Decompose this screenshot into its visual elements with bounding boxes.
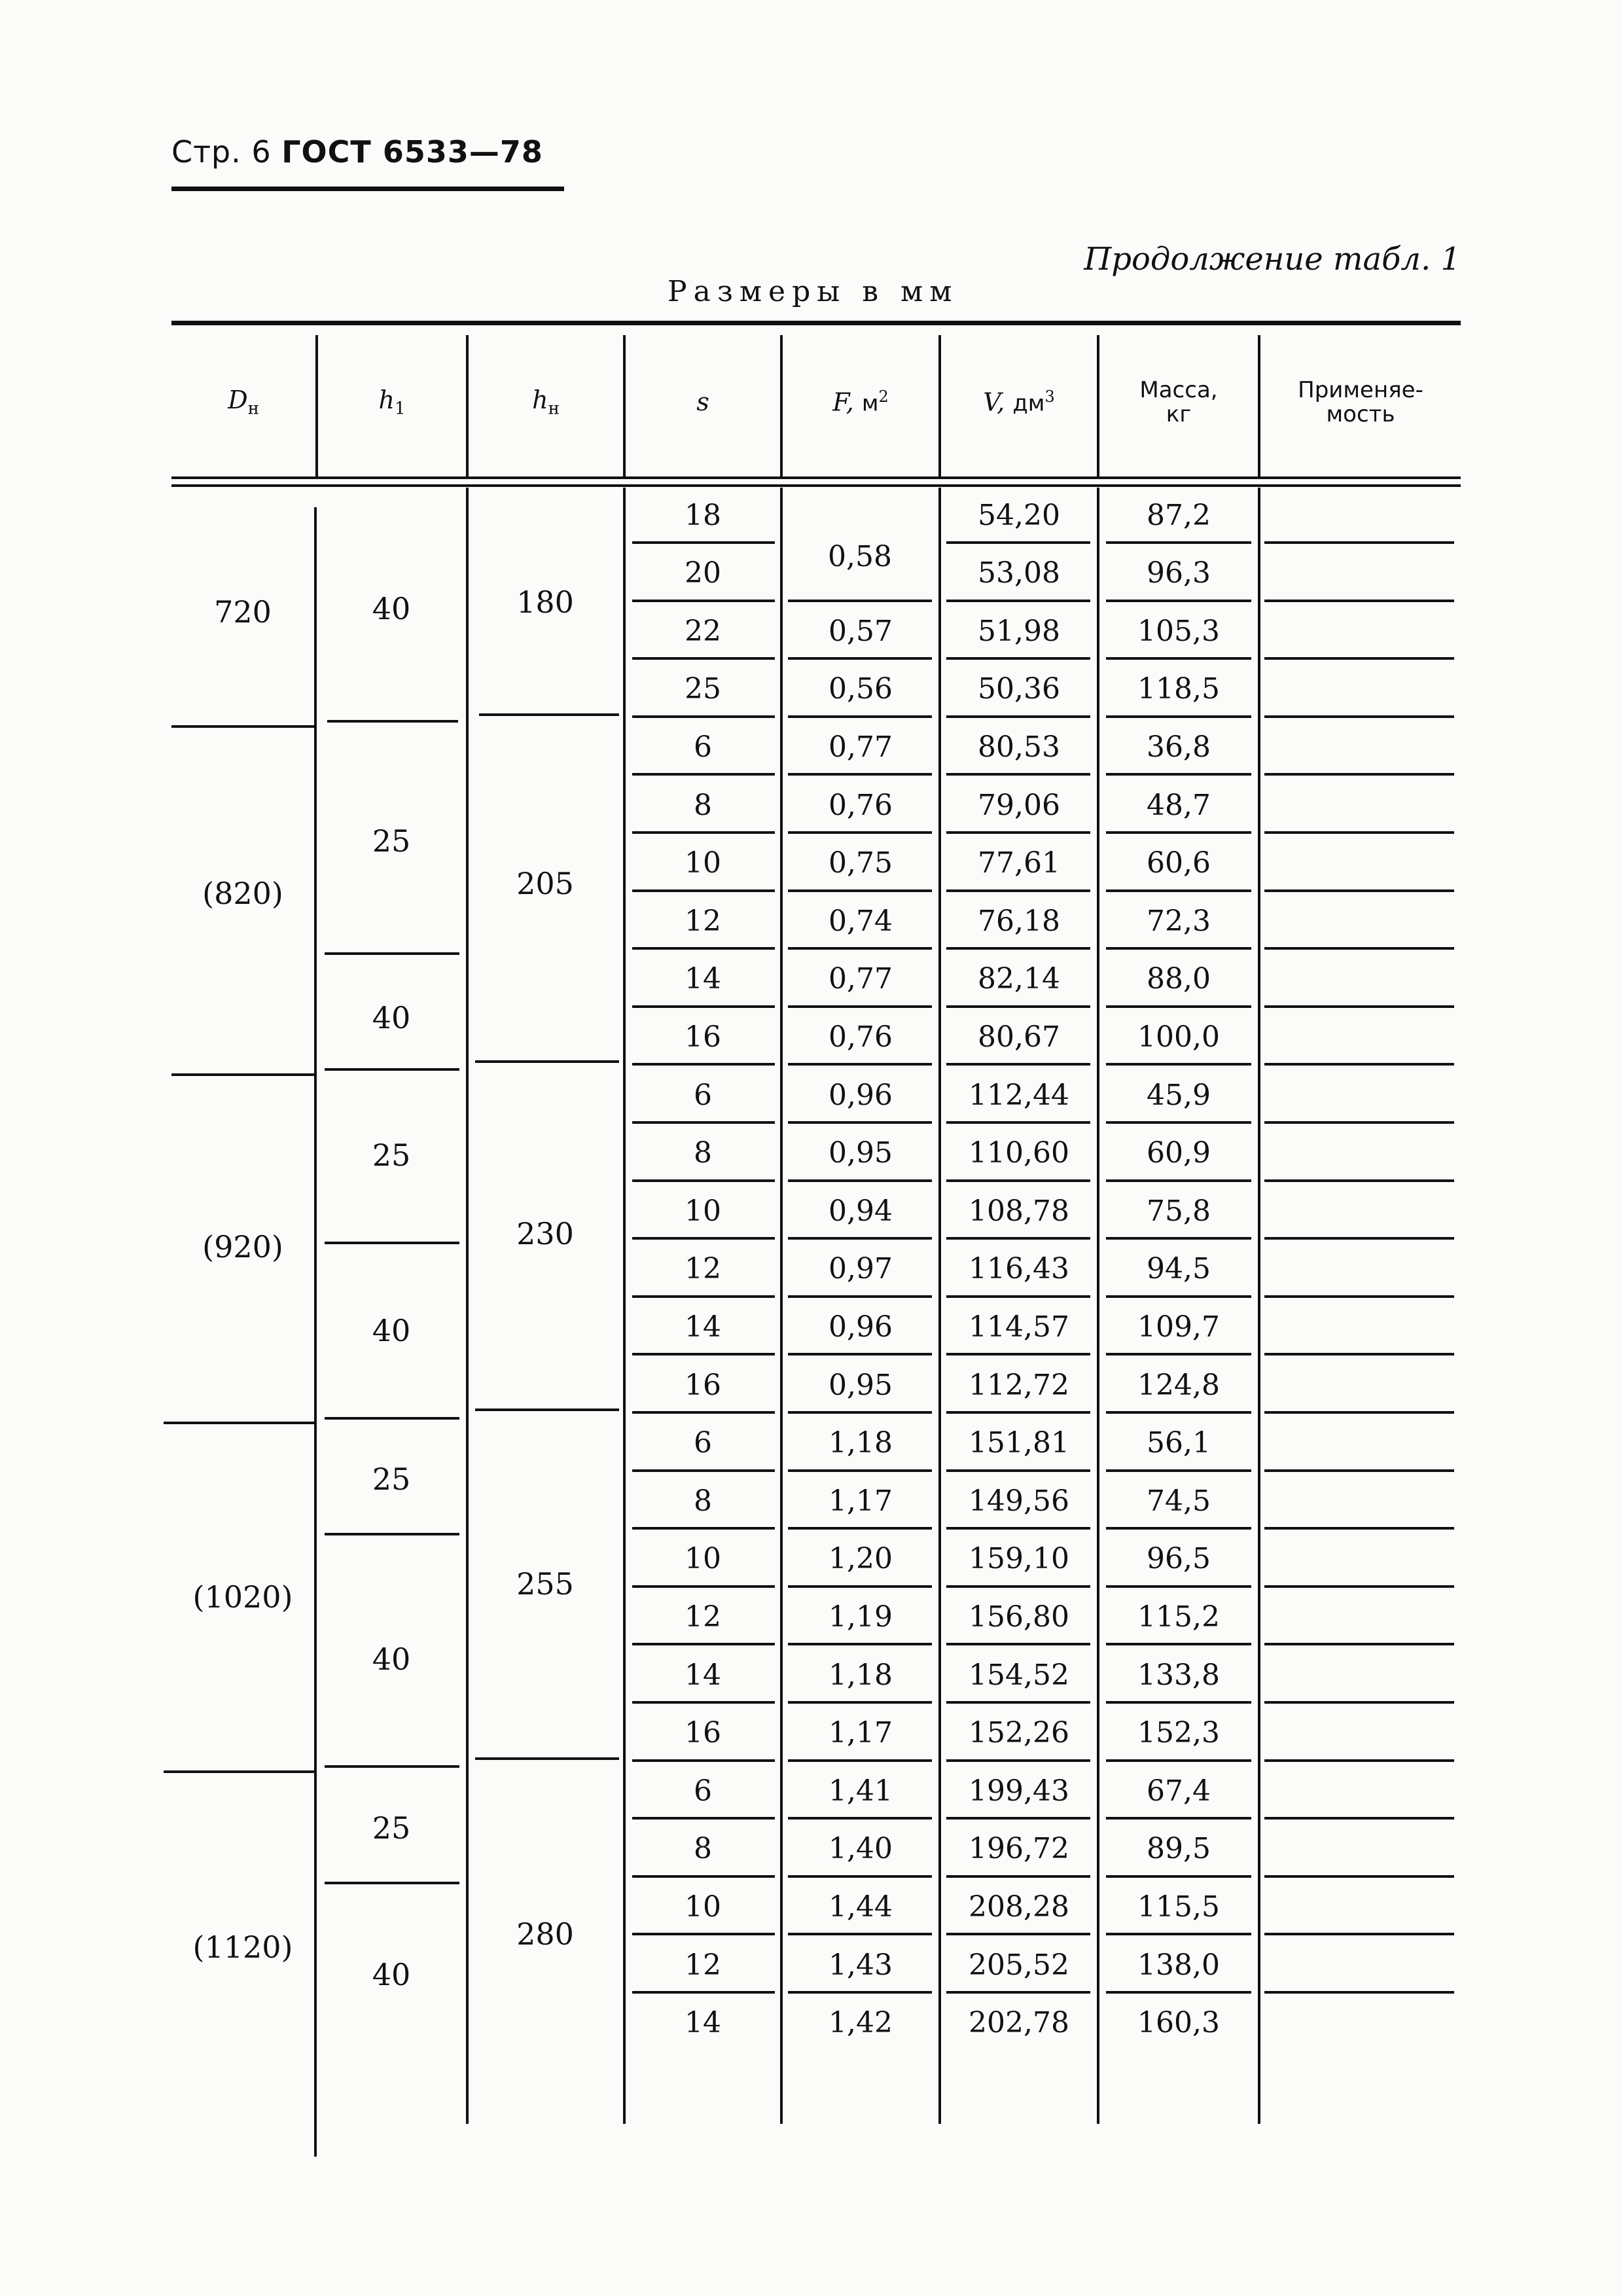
column-divider xyxy=(623,335,626,479)
row-rule xyxy=(946,947,1090,950)
row-rule xyxy=(1106,1121,1251,1124)
cell-v: 80,53 xyxy=(978,730,1060,764)
cell-f: 1,17 xyxy=(829,1484,893,1518)
row-rule xyxy=(946,1527,1090,1530)
row-rule xyxy=(1264,1991,1454,1994)
row-rule xyxy=(788,1875,932,1878)
group-separator xyxy=(325,1242,459,1244)
cell-f: 1,18 xyxy=(829,1426,893,1460)
group-separator xyxy=(325,1417,459,1420)
cell-m: 105,3 xyxy=(1137,614,1220,648)
row-rule xyxy=(946,541,1090,544)
group-separator xyxy=(475,1060,619,1063)
cell-f: 0,96 xyxy=(829,1310,893,1344)
cell-f: 0,74 xyxy=(829,904,893,938)
row-rule xyxy=(788,1353,932,1355)
cell-m: 36,8 xyxy=(1147,730,1211,764)
cell-v: 156,80 xyxy=(969,1600,1069,1634)
row-rule xyxy=(1264,947,1454,950)
column-divider xyxy=(466,488,469,2124)
hn-value: 205 xyxy=(516,866,574,901)
col-header-applicability: Применяе- мость xyxy=(1298,376,1423,427)
row-rule xyxy=(1264,773,1454,776)
cell-m: 60,6 xyxy=(1147,846,1211,880)
row-rule xyxy=(632,1179,775,1182)
row-rule xyxy=(788,715,932,718)
row-rule xyxy=(946,1991,1090,1994)
cell-s: 18 xyxy=(685,498,721,532)
row-rule xyxy=(788,1005,932,1008)
cell-s: 22 xyxy=(685,614,721,648)
row-rule xyxy=(1264,1469,1454,1472)
row-rule xyxy=(632,1527,775,1530)
column-divider xyxy=(315,335,318,479)
row-rule xyxy=(1106,1701,1251,1704)
cell-s: 16 xyxy=(685,1716,721,1750)
standard-code: ГОСТ 6533—78 xyxy=(281,134,543,170)
page-number: Стр. 6 xyxy=(171,134,272,170)
cell-f: 0,97 xyxy=(829,1252,893,1286)
cell-s: 25 xyxy=(685,672,721,706)
cell-s: 14 xyxy=(685,962,721,996)
row-rule xyxy=(788,1295,932,1298)
row-rule xyxy=(1264,1411,1454,1414)
row-rule xyxy=(946,1295,1090,1298)
cell-f: 0,75 xyxy=(829,846,893,880)
row-rule xyxy=(632,1933,775,1935)
cell-m: 89,5 xyxy=(1147,1832,1211,1866)
col-header-h1: $h_1$ xyxy=(378,385,406,419)
row-rule xyxy=(1106,1585,1251,1588)
column-divider xyxy=(780,335,783,479)
cell-v: 152,26 xyxy=(969,1716,1069,1750)
cell-f: 1,19 xyxy=(829,1600,893,1634)
row-rule xyxy=(946,657,1090,660)
cell-s: 8 xyxy=(694,1484,712,1518)
cell-v: 159,10 xyxy=(969,1542,1069,1576)
cell-m: 115,2 xyxy=(1137,1600,1220,1634)
row-rule xyxy=(788,600,932,602)
row-rule xyxy=(1106,889,1251,892)
group-separator xyxy=(164,1422,314,1424)
row-rule xyxy=(1264,1875,1454,1878)
row-rule xyxy=(1106,1875,1251,1878)
cell-v: 79,06 xyxy=(978,788,1060,822)
cell-s: 8 xyxy=(694,1832,712,1866)
row-rule xyxy=(946,1353,1090,1355)
cell-f: 1,17 xyxy=(829,1716,893,1750)
cell-m: 96,5 xyxy=(1147,1542,1211,1576)
cell-v: 110,60 xyxy=(969,1136,1069,1170)
group-separator xyxy=(325,1765,459,1768)
row-rule xyxy=(946,1063,1090,1066)
cell-f: 1,20 xyxy=(829,1542,893,1576)
cell-m: 152,3 xyxy=(1137,1716,1220,1750)
row-rule xyxy=(946,1179,1090,1182)
cell-v: 112,44 xyxy=(969,1078,1069,1112)
h1-value: 25 xyxy=(372,1462,411,1497)
cell-s: 10 xyxy=(685,1194,721,1228)
cell-v: 116,43 xyxy=(969,1252,1069,1286)
cell-s: 14 xyxy=(685,1658,721,1692)
cell-m: 60,9 xyxy=(1147,1136,1211,1170)
row-rule xyxy=(1264,1121,1454,1124)
hn-value: 230 xyxy=(516,1216,574,1251)
cell-f: 0,76 xyxy=(829,1020,893,1054)
cell-v: 82,14 xyxy=(978,962,1060,996)
row-rule xyxy=(946,1817,1090,1820)
cell-s: 16 xyxy=(685,1020,721,1054)
h1-value: 40 xyxy=(372,1641,411,1677)
row-rule xyxy=(1106,1817,1251,1820)
row-rule xyxy=(946,1237,1090,1240)
row-rule xyxy=(632,1585,775,1588)
row-rule xyxy=(788,1991,932,1994)
column-divider xyxy=(466,335,469,479)
cell-m: 48,7 xyxy=(1147,788,1211,822)
row-rule xyxy=(1264,715,1454,718)
row-rule xyxy=(788,1063,932,1066)
cell-s: 14 xyxy=(685,2006,721,2040)
row-rule xyxy=(1106,1353,1251,1355)
cell-v: 54,20 xyxy=(978,498,1060,532)
cell-m: 72,3 xyxy=(1147,904,1211,938)
cell-m: 96,3 xyxy=(1147,556,1211,590)
cell-s: 20 xyxy=(685,556,721,590)
col-header-hn: $h_н$ xyxy=(532,385,560,419)
cell-m: 118,5 xyxy=(1137,672,1220,706)
dn-value: (920) xyxy=(202,1229,283,1265)
row-rule xyxy=(788,1527,932,1530)
row-rule xyxy=(632,715,775,718)
row-rule xyxy=(632,1121,775,1124)
header-bottom-rule xyxy=(171,484,1461,487)
cell-v: 80,67 xyxy=(978,1020,1060,1054)
row-rule xyxy=(632,1991,775,1994)
row-rule xyxy=(788,1933,932,1935)
row-rule xyxy=(1264,541,1454,544)
cell-m: 133,8 xyxy=(1137,1658,1220,1692)
group-separator xyxy=(327,720,458,723)
row-rule xyxy=(1264,1759,1454,1762)
row-rule xyxy=(1106,1063,1251,1066)
cell-m: 115,5 xyxy=(1137,1890,1220,1924)
group-separator xyxy=(325,1882,459,1884)
row-rule xyxy=(1106,715,1251,718)
cell-v: 53,08 xyxy=(978,556,1060,590)
dn-value: 720 xyxy=(214,594,272,630)
row-rule xyxy=(632,1353,775,1355)
cell-v: 114,57 xyxy=(969,1310,1069,1344)
row-rule xyxy=(946,831,1090,834)
row-rule xyxy=(946,889,1090,892)
row-rule xyxy=(1264,1179,1454,1182)
cell-v: 154,52 xyxy=(969,1658,1069,1692)
cell-v: 151,81 xyxy=(969,1426,1069,1460)
f-value-merged: 0,58 xyxy=(828,539,892,573)
h1-value: 40 xyxy=(372,1957,411,1992)
cell-m: 75,8 xyxy=(1147,1194,1211,1228)
row-rule xyxy=(632,947,775,950)
cell-s: 8 xyxy=(694,1136,712,1170)
row-rule xyxy=(632,1817,775,1820)
row-rule xyxy=(1106,1469,1251,1472)
cell-v: 199,43 xyxy=(969,1774,1069,1808)
row-rule xyxy=(632,541,775,544)
cell-f: 1,41 xyxy=(829,1774,893,1808)
cell-f: 0,57 xyxy=(829,614,893,648)
row-rule xyxy=(788,1469,932,1472)
group-separator xyxy=(475,1757,619,1760)
row-rule xyxy=(788,1759,932,1762)
cell-m: 124,8 xyxy=(1137,1368,1220,1402)
row-rule xyxy=(1106,1295,1251,1298)
hn-value: 180 xyxy=(516,584,574,620)
cell-v: 50,36 xyxy=(978,672,1060,706)
cell-s: 12 xyxy=(685,904,721,938)
row-rule xyxy=(1106,1411,1251,1414)
cell-m: 94,5 xyxy=(1147,1252,1211,1286)
group-separator xyxy=(325,1533,459,1535)
row-rule xyxy=(1264,1585,1454,1588)
row-rule xyxy=(788,1817,932,1820)
row-rule xyxy=(788,1643,932,1645)
row-rule xyxy=(946,1585,1090,1588)
cell-s: 6 xyxy=(694,1426,712,1460)
row-rule xyxy=(1106,1759,1251,1762)
cell-f: 0,56 xyxy=(829,672,893,706)
table-top-rule xyxy=(171,321,1461,325)
row-rule xyxy=(632,1875,775,1878)
row-rule xyxy=(788,947,932,950)
col-header-dn: $D_н$ xyxy=(228,385,259,419)
cell-s: 6 xyxy=(694,730,712,764)
column-divider xyxy=(1258,488,1260,2124)
row-rule xyxy=(1264,1701,1454,1704)
row-rule xyxy=(632,1469,775,1472)
cell-v: 208,28 xyxy=(969,1890,1069,1924)
row-rule xyxy=(1106,947,1251,950)
cell-s: 6 xyxy=(694,1078,712,1112)
row-rule xyxy=(1264,1063,1454,1066)
header-rule xyxy=(171,187,564,191)
group-separator xyxy=(479,713,619,716)
cell-m: 74,5 xyxy=(1147,1484,1211,1518)
group-separator xyxy=(164,1770,314,1773)
cell-m: 87,2 xyxy=(1147,498,1211,532)
row-rule xyxy=(1264,1353,1454,1355)
row-rule xyxy=(946,1121,1090,1124)
row-rule xyxy=(1264,1295,1454,1298)
cell-f: 0,95 xyxy=(829,1136,893,1170)
header-bottom-rule xyxy=(171,476,1461,479)
row-rule xyxy=(632,600,775,602)
cell-v: 112,72 xyxy=(969,1368,1069,1402)
column-divider xyxy=(1097,335,1099,479)
row-rule xyxy=(1264,1527,1454,1530)
row-rule xyxy=(946,773,1090,776)
cell-s: 14 xyxy=(685,1310,721,1344)
h1-value: 40 xyxy=(372,1000,411,1035)
cell-v: 149,56 xyxy=(969,1484,1069,1518)
cell-m: 45,9 xyxy=(1147,1078,1211,1112)
group-separator xyxy=(325,1068,459,1071)
cell-v: 51,98 xyxy=(978,614,1060,648)
row-rule xyxy=(1264,1933,1454,1935)
cell-f: 1,18 xyxy=(829,1658,893,1692)
dn-value: (1020) xyxy=(192,1579,293,1615)
cell-s: 16 xyxy=(685,1368,721,1402)
row-rule xyxy=(632,831,775,834)
h1-value: 40 xyxy=(372,1313,411,1348)
cell-v: 202,78 xyxy=(969,2006,1069,2040)
col-header-mass: Масса, кг xyxy=(1139,376,1218,427)
cell-m: 109,7 xyxy=(1137,1310,1220,1344)
h1-value: 40 xyxy=(372,591,411,626)
row-rule xyxy=(1264,1237,1454,1240)
cell-s: 12 xyxy=(685,1948,721,1982)
row-rule xyxy=(632,1005,775,1008)
cell-f: 0,77 xyxy=(829,730,893,764)
row-rule xyxy=(1106,1991,1251,1994)
row-rule xyxy=(632,1295,775,1298)
row-rule xyxy=(632,1643,775,1645)
cell-m: 56,1 xyxy=(1147,1426,1211,1460)
row-rule xyxy=(946,1469,1090,1472)
cell-s: 6 xyxy=(694,1774,712,1808)
row-rule xyxy=(788,657,932,660)
cell-f: 0,76 xyxy=(829,788,893,822)
cell-f: 1,40 xyxy=(829,1832,893,1866)
row-rule xyxy=(788,831,932,834)
row-rule xyxy=(1106,600,1251,602)
group-separator xyxy=(325,952,459,955)
cell-f: 1,44 xyxy=(829,1890,893,1924)
row-rule xyxy=(632,1063,775,1066)
col-header-v: V, $дм^3$ xyxy=(983,387,1055,417)
group-separator xyxy=(171,1073,314,1076)
cell-f: 0,77 xyxy=(829,962,893,996)
row-rule xyxy=(946,1933,1090,1935)
row-rule xyxy=(788,1411,932,1414)
row-rule xyxy=(788,889,932,892)
group-separator xyxy=(171,725,314,728)
cell-v: 205,52 xyxy=(969,1948,1069,1982)
col-header-f: F, $м^2$ xyxy=(832,387,889,417)
cell-f: 1,42 xyxy=(829,2006,893,2040)
row-rule xyxy=(946,1875,1090,1878)
row-rule xyxy=(1264,1817,1454,1820)
col-header-s: s xyxy=(696,387,709,417)
row-rule xyxy=(788,1701,932,1704)
row-rule xyxy=(946,715,1090,718)
row-rule xyxy=(1106,773,1251,776)
h1-value: 25 xyxy=(372,1810,411,1846)
table-continuation-note: Продолжение табл. 1 xyxy=(1084,241,1461,278)
row-rule xyxy=(1106,1179,1251,1182)
row-rule xyxy=(1264,1643,1454,1645)
row-rule xyxy=(788,1585,932,1588)
row-rule xyxy=(788,1237,932,1240)
cell-m: 67,4 xyxy=(1147,1774,1211,1808)
row-rule xyxy=(1264,1005,1454,1008)
group-separator xyxy=(475,1408,619,1411)
cell-s: 8 xyxy=(694,788,712,822)
cell-s: 10 xyxy=(685,1542,721,1576)
cell-s: 10 xyxy=(685,1890,721,1924)
row-rule xyxy=(1106,657,1251,660)
row-rule xyxy=(946,1701,1090,1704)
dn-value: (1120) xyxy=(192,1929,293,1965)
row-rule xyxy=(1106,1527,1251,1530)
cell-m: 160,3 xyxy=(1137,2006,1220,2040)
row-rule xyxy=(632,889,775,892)
cell-f: 1,43 xyxy=(829,1948,893,1982)
row-rule xyxy=(632,1411,775,1414)
hn-value: 280 xyxy=(516,1916,574,1952)
row-rule xyxy=(788,1179,932,1182)
cell-f: 0,96 xyxy=(829,1078,893,1112)
row-rule xyxy=(632,1701,775,1704)
row-rule xyxy=(788,773,932,776)
row-rule xyxy=(946,1411,1090,1414)
cell-v: 196,72 xyxy=(969,1832,1069,1866)
h1-value: 25 xyxy=(372,823,411,859)
row-rule xyxy=(788,1121,932,1124)
cell-s: 12 xyxy=(685,1600,721,1634)
row-rule xyxy=(1264,600,1454,602)
units-caption: Размеры в мм xyxy=(668,275,959,308)
cell-v: 76,18 xyxy=(978,904,1060,938)
row-rule xyxy=(946,600,1090,602)
cell-f: 0,95 xyxy=(829,1368,893,1402)
h1-value: 25 xyxy=(372,1138,411,1173)
row-rule xyxy=(1264,657,1454,660)
row-rule xyxy=(1264,889,1454,892)
cell-s: 10 xyxy=(685,846,721,880)
row-rule xyxy=(1106,831,1251,834)
row-rule xyxy=(946,1759,1090,1762)
row-rule xyxy=(946,1643,1090,1645)
cell-m: 88,0 xyxy=(1147,962,1211,996)
cell-f: 0,94 xyxy=(829,1194,893,1228)
row-rule xyxy=(946,1005,1090,1008)
hn-value: 255 xyxy=(516,1566,574,1602)
row-rule xyxy=(1106,1005,1251,1008)
row-rule xyxy=(1106,1643,1251,1645)
cell-v: 77,61 xyxy=(978,846,1060,880)
column-divider xyxy=(938,335,941,479)
cell-s: 12 xyxy=(685,1252,721,1286)
page-header xyxy=(171,134,543,170)
cell-v: 108,78 xyxy=(969,1194,1069,1228)
cell-m: 100,0 xyxy=(1137,1020,1220,1054)
row-rule xyxy=(632,1237,775,1240)
row-rule xyxy=(632,1759,775,1762)
column-divider xyxy=(1258,335,1260,479)
row-rule xyxy=(1106,1237,1251,1240)
row-rule xyxy=(632,773,775,776)
dn-value: (820) xyxy=(202,876,283,911)
row-rule xyxy=(1264,831,1454,834)
cell-m: 138,0 xyxy=(1137,1948,1220,1982)
row-rule xyxy=(1106,1933,1251,1935)
row-rule xyxy=(632,657,775,660)
row-rule xyxy=(1106,541,1251,544)
